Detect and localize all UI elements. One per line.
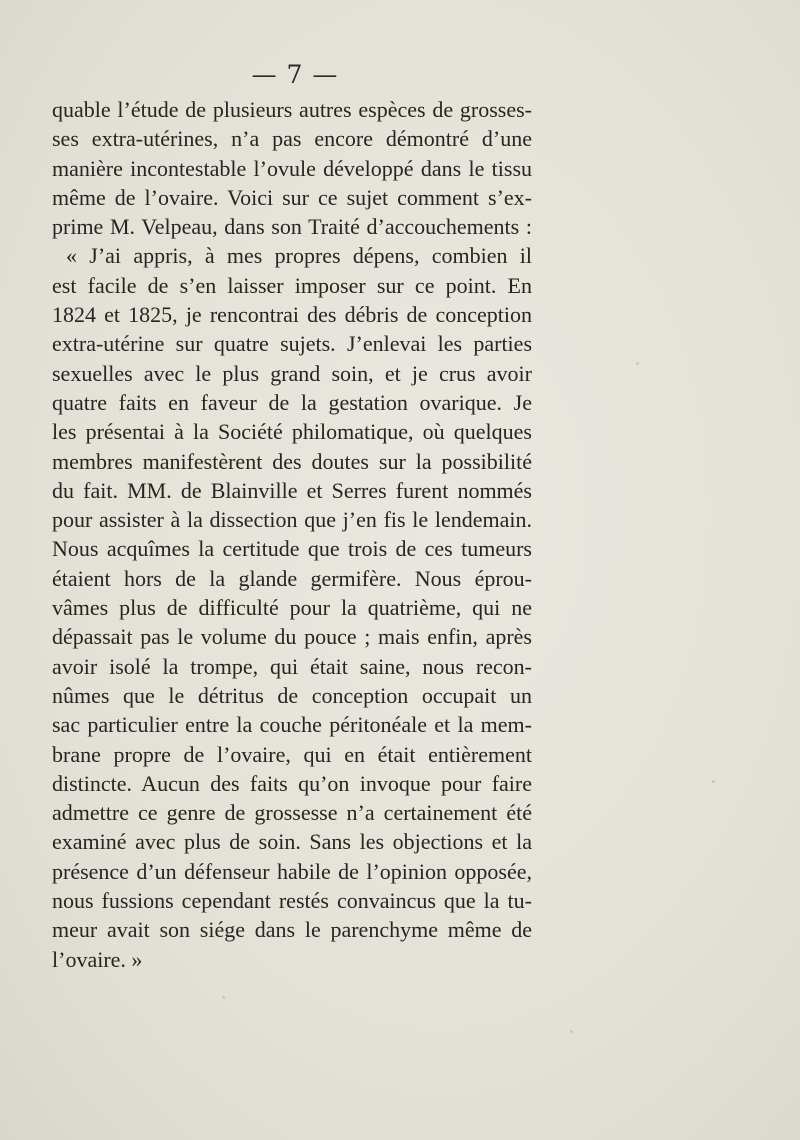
paper-speck xyxy=(636,362,639,365)
text-line: avoir isolé la trompe, qui était saine, nous recon- xyxy=(52,653,532,679)
text-line: les présentai à la Société philomatique, où quelques xyxy=(52,419,532,445)
text-line: nûmes que le détritus de conception occupait un xyxy=(52,682,532,708)
text-line-last: l’ovaire. » xyxy=(52,946,143,972)
text-line: même de l’ovaire. Voici sur ce sujet comment s’ex- xyxy=(52,184,532,210)
paper-speck xyxy=(222,996,225,999)
text-line: meur avait son siége dans le parenchyme même de xyxy=(52,917,532,943)
text-line: sac particulier entre la couche péritonéale et la mem- xyxy=(52,712,532,738)
text-line: distincte. Aucun des faits qu’on invoque pour faire xyxy=(52,770,532,796)
text-line: étaient hors de la glande germifère. Nous éprou- xyxy=(52,565,532,591)
paper-speck xyxy=(570,1030,573,1033)
text-line: membres manifestèrent des doutes sur la possibilité xyxy=(52,448,532,474)
text-line: « J’ai appris, à mes propres dépens, combien il xyxy=(66,243,532,269)
text-line: extra-utérine sur quatre sujets. J’enlevai les parties xyxy=(52,331,532,357)
text-line: ses extra-utérines, n’a pas encore démontré d’une xyxy=(52,126,532,152)
text-line: prime M. Velpeau, dans son Traité d’accouchements : xyxy=(52,214,532,240)
text-line: manière incontestable l’ovule développé dans le tissu xyxy=(52,155,532,181)
text-line: est facile de s’en laisser imposer sur ce point. En xyxy=(52,272,532,298)
text-line: pour assister à la dissection que j’en fis le lendemain. xyxy=(52,507,532,533)
page-number: — 7 — xyxy=(251,60,339,89)
text-line: quatre faits en faveur de la gestation ovarique. Je xyxy=(52,389,532,415)
text-line: nous fussions cependant restés convaincus que la tu- xyxy=(52,888,532,914)
text-line: brane propre de l’ovaire, qui en était entièrement xyxy=(52,741,532,767)
text-line: présence d’un défenseur habile de l’opinion opposée, xyxy=(52,858,532,884)
text-line: examiné avec plus de soin. Sans les objections et la xyxy=(52,829,532,855)
text-line: 1824 et 1825, je rencontrai des débris de conception xyxy=(52,302,532,328)
text-line: sexuelles avec le plus grand soin, et je crus avoir xyxy=(52,360,532,386)
body-text xyxy=(52,95,532,974)
text-line: quable l’étude de plusieurs autres espèces de grosses- xyxy=(52,97,532,122)
paper-speck xyxy=(712,780,715,783)
text-line: admettre ce genre de grossesse n’a certainement été xyxy=(52,800,532,826)
text-line: Nous acquîmes la certitude que trois de ces tumeurs xyxy=(52,536,532,562)
text-line: vâmes plus de difficulté pour la quatrième, qui ne xyxy=(52,595,532,621)
text-line: du fait. MM. de Blainville et Serres furent nommés xyxy=(52,477,532,503)
text-line: dépassait pas le volume du pouce ; mais enfin, après xyxy=(52,624,532,650)
